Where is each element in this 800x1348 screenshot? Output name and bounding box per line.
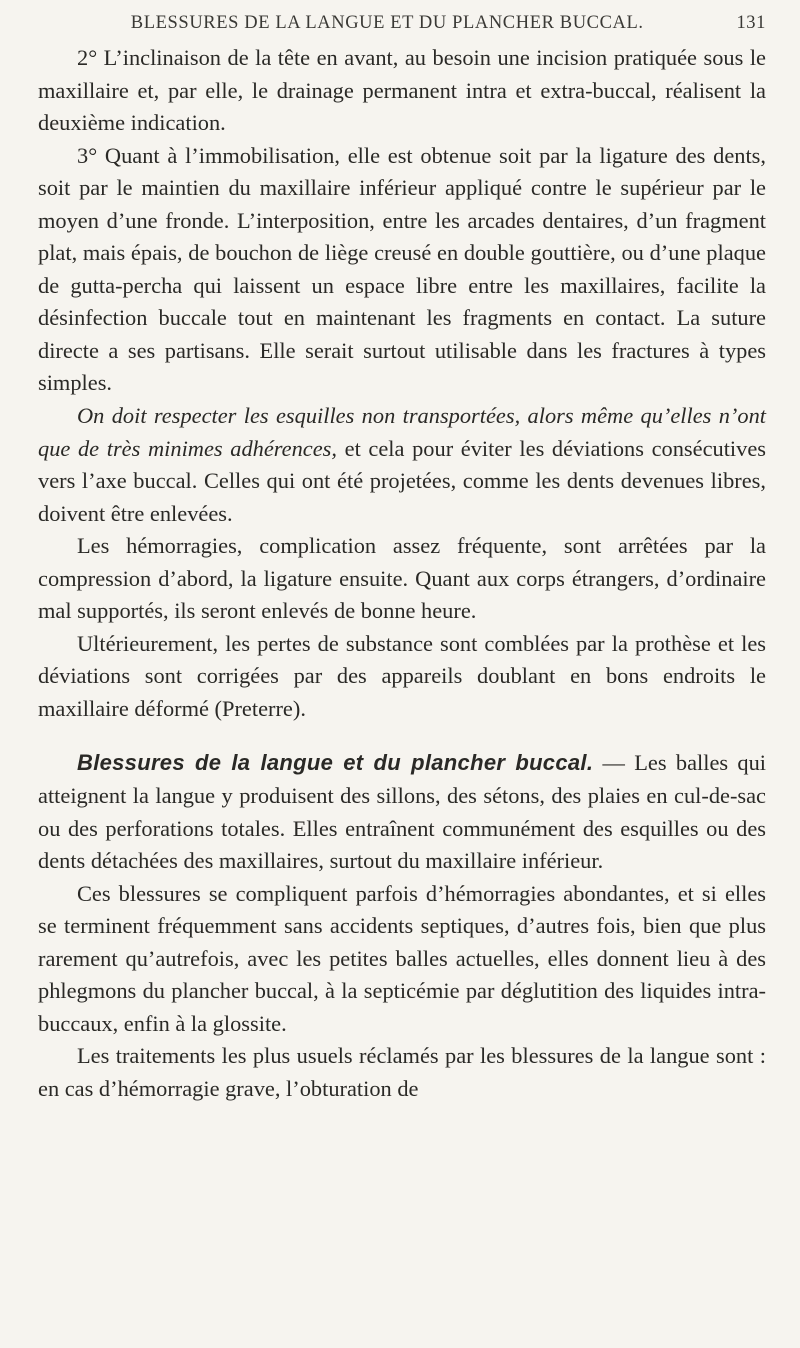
paragraph-blessures-langue-rest: — Les balles qui atteignent la langue y produisent des sillons, des sétons, des plaies en cul-de-sac ou des perforations totales. Elles entraînent communément des esquilles ou des dents détachées des maxillaires, surtout du maxillaire inférieur. [38,750,767,874]
paragraph-hemorragies: Les hémorragies, complication assez fréquente, sont arrêtées par la compression d’abord, la ligature ensuite. Quant aux corps étrangers, d’ordinaire mal supportés, ils seront enlevés de bonne heure. [38,533,766,624]
page-number: 131 [736,13,766,33]
section-gap [38,725,766,747]
running-title: BLESSURES DE LA LANGUE ET DU PLANCHER BUCCAL. [130,13,644,33]
emphasis-esquilles: On doit respecter les esquilles non transportées, alors même qu’elles n’ont que de très minimes adhérences, [38,403,766,461]
paragraph-blessures-langue [38,747,766,877]
paragraph-traitements: Les traitements les plus usuels réclamés par les blessures de la langue sont : en cas d’hémorragie grave, l’obturation de [38,1043,766,1101]
paragraph-immobilisation: 3° Quant à l’immobilisation, elle est obtenue soit par la ligature des dents, soit par le maintien du maxillaire inférieur appliqué contre le supérieur par le moyen d’une fronde. L’interposition, entre les arcades dentaires, d’un fragment plat, mais épais, de bouchon de liège creusé en double gouttière, ou d’une plaque de gutta-percha qui laissent un espace libre entre les maxillaires, facilite la désinfection buccale tout en maintenant les fragments en contact. La suture directe a ses partisans. Elle serait surtout utilisable dans les fractures à types simples. [38,142,766,396]
paragraph-complications: Ces blessures se compliquent parfois d’hémorragies abondantes, et si elles se terminent fréquemment sans accidents septiques, d’autres fois, bien que plus rarement qu’autrefois, avec les petites balles actuelles, elles donnent lieu à des phlegmons du plancher buccal, à la septicémie par déglutition des liquides intra-buccaux, enfin à la glossite. [38,880,766,1036]
paragraph-prothese: Ultérieurement, les pertes de substance sont comblées par la prothèse et les déviations sont corrigées par des appareils doublant en bons endroits le maxillaire déformé (Preterre). [38,630,766,721]
running-header [38,12,766,42]
paragraph-drainage: 2° L’inclinaison de la tête en avant, au besoin une incision pratiquée sous le maxillaire et, par elle, le drainage permanent intra et extra-buccal, réalisent la deuxième indication. [38,45,766,136]
body-text [38,42,766,1106]
paragraph-esquilles [38,400,766,530]
section-heading: Blessures de la langue et du plancher buccal. [77,750,594,776]
paragraph-esquilles-rest: et cela pour éviter les déviations consécutives vers l’axe buccal. Celles qui ont été projetées, comme les dents devenues libres, doivent être enlevées. [38,435,766,526]
